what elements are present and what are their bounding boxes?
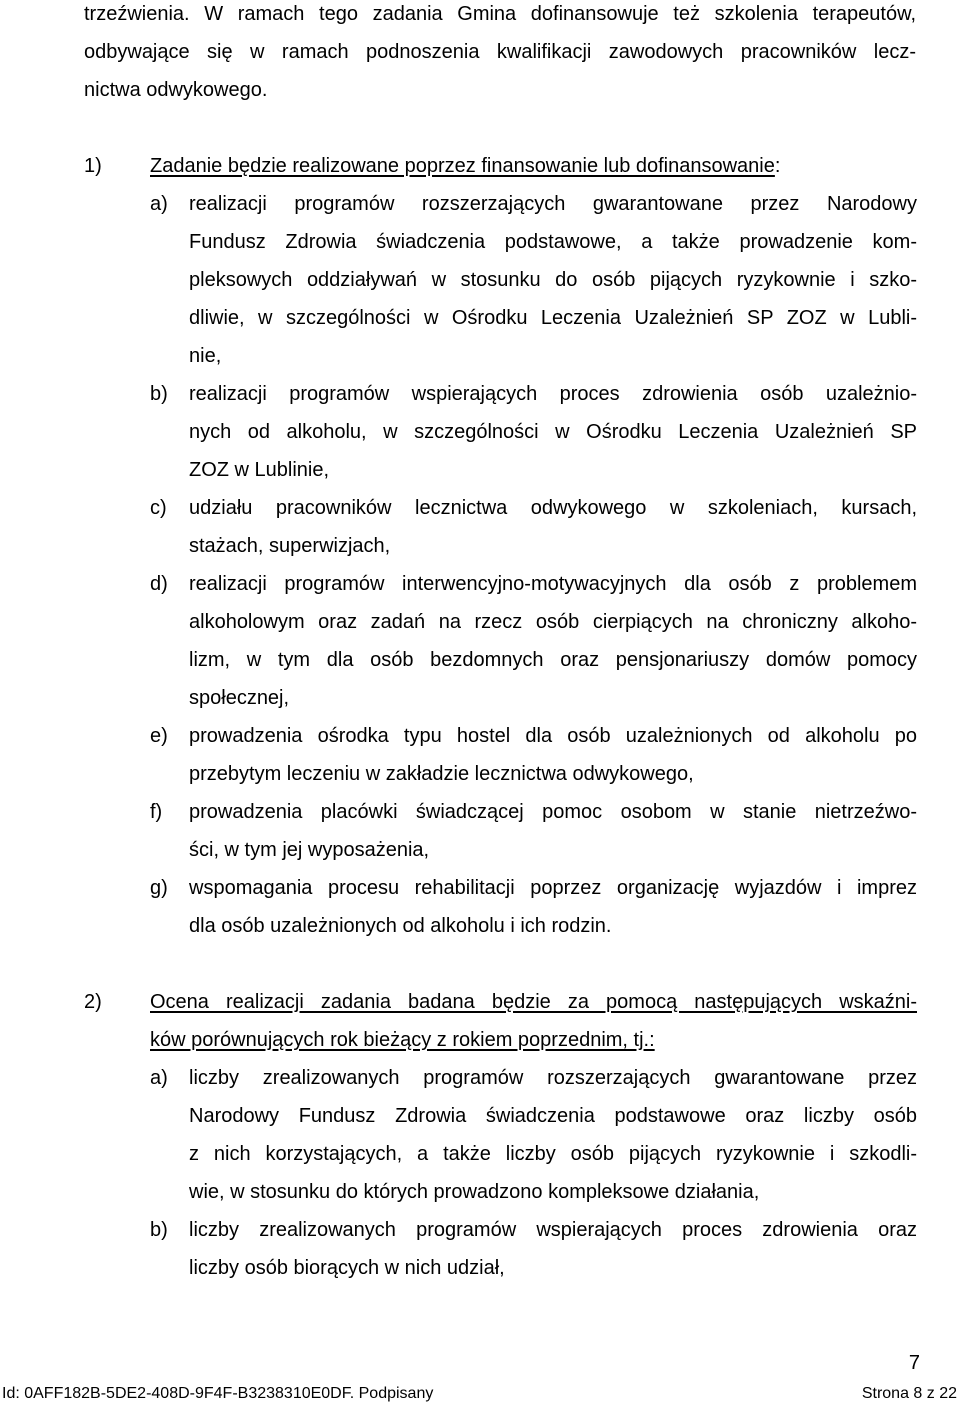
item-line: z nich korzystających, a także liczby osób pijących ryzykownie i szkodli-	[189, 1143, 917, 1165]
item-line: dliwie, w szczególności w Ośrodku Leczenia Uzależnień SP ZOZ w Lubli-	[189, 307, 917, 329]
intro-line: odbywające się w ramach podnoszenia kwalifikacji zawodowych pracowników lecz-	[84, 41, 916, 63]
item-line: nie,	[189, 345, 222, 367]
item-marker: g)	[150, 877, 168, 899]
item-marker: a)	[150, 193, 168, 215]
page-number: 7	[908, 1352, 920, 1374]
section-2-heading-text: ków porównujących rok bieżący z rokiem poprzednim, tj.:	[150, 1029, 655, 1051]
section-1-marker: 1)	[84, 155, 102, 177]
item-line: dla osób uzależnionych od alkoholu i ich rodzin.	[189, 915, 612, 937]
item-marker: b)	[150, 383, 168, 405]
item-line: realizacji programów interwencyjno-motywacyjnych dla osób z problemem	[189, 573, 917, 595]
item-line: lizm, w tym dla osób bezdomnych oraz pensjonariuszy domów pomocy	[189, 649, 917, 671]
item-marker: f)	[150, 801, 163, 823]
item-line: przebytym leczeniu w zakładzie lecznictwa odwykowego,	[189, 763, 694, 785]
item-line: ści, w tym jej wyposażenia,	[189, 839, 430, 861]
item-line: realizacji programów rozszerzających gwarantowane przez Narodowy	[189, 193, 917, 215]
item-line: liczby osób biorących w nich udział,	[189, 1257, 505, 1279]
item-line: liczby zrealizowanych programów wspierających proces zdrowienia oraz	[189, 1219, 917, 1241]
section-2-heading	[150, 990, 917, 1014]
section-2-marker: 2)	[84, 991, 102, 1013]
item-line: realizacji programów wspierających proces zdrowienia osób uzależnio-	[189, 383, 917, 405]
item-line: stażach, superwizjach,	[189, 535, 391, 557]
item-line: społecznej,	[189, 687, 290, 709]
section-1-heading	[150, 154, 780, 178]
section-1-heading-text: Zadanie będzie realizowane poprzez finansowanie lub dofinansowanie	[150, 155, 775, 177]
item-marker: b)	[150, 1219, 168, 1241]
footer-document-id: Id: 0AFF182B-5DE2-408D-9F4F-B3238310E0DF. Podpisany	[2, 1385, 434, 1402]
intro-line: nictwa odwykowego.	[84, 79, 268, 101]
item-line: alkoholowym oraz zadań na rzecz osób cierpiących na chroniczny alkoho-	[189, 611, 917, 633]
item-marker: e)	[150, 725, 168, 747]
item-line: prowadzenia ośrodka typu hostel dla osób uzależnionych od alkoholu po	[189, 725, 917, 747]
item-line: pleksowych oddziaływań w stosunku do osób pijących ryzykownie i szko-	[189, 269, 917, 291]
item-line: Fundusz Zdrowia świadczenia podstawowe, a także prowadzenie kom-	[189, 231, 917, 253]
footer-page-count: Strona 8 z 22	[861, 1385, 957, 1402]
item-line: wie, w stosunku do których prowadzono kompleksowe działania,	[189, 1181, 760, 1203]
item-marker: a)	[150, 1067, 168, 1089]
section-2-heading-text: Ocena realizacji zadania badana będzie za pomocą następujących wskaźni-	[150, 991, 917, 1013]
item-marker: c)	[150, 497, 167, 519]
item-line: ZOZ w Lublinie,	[189, 459, 330, 481]
item-line: liczby zrealizowanych programów rozszerzających gwarantowane przez	[189, 1067, 917, 1089]
item-line: nych od alkoholu, w szczególności w Ośrodku Leczenia Uzależnień SP	[189, 421, 917, 443]
item-line: prowadzenia placówki świadczącej pomoc osobom w stanie nietrzeźwo-	[189, 801, 917, 823]
item-marker: d)	[150, 573, 168, 595]
item-line: wspomagania procesu rehabilitacji poprzez organizację wyjazdów i imprez	[189, 877, 917, 899]
item-line: Narodowy Fundusz Zdrowia świadczenia podstawowe oraz liczby osób	[189, 1105, 917, 1127]
section-1-heading-suffix: :	[774, 155, 781, 177]
section-2-heading	[150, 1028, 655, 1052]
item-line: udziału pracowników lecznictwa odwykowego w szkoleniach, kursach,	[189, 497, 917, 519]
intro-line: trzeźwienia. W ramach tego zadania Gmina dofinansowuje też szkolenia terapeutów,	[84, 3, 916, 25]
